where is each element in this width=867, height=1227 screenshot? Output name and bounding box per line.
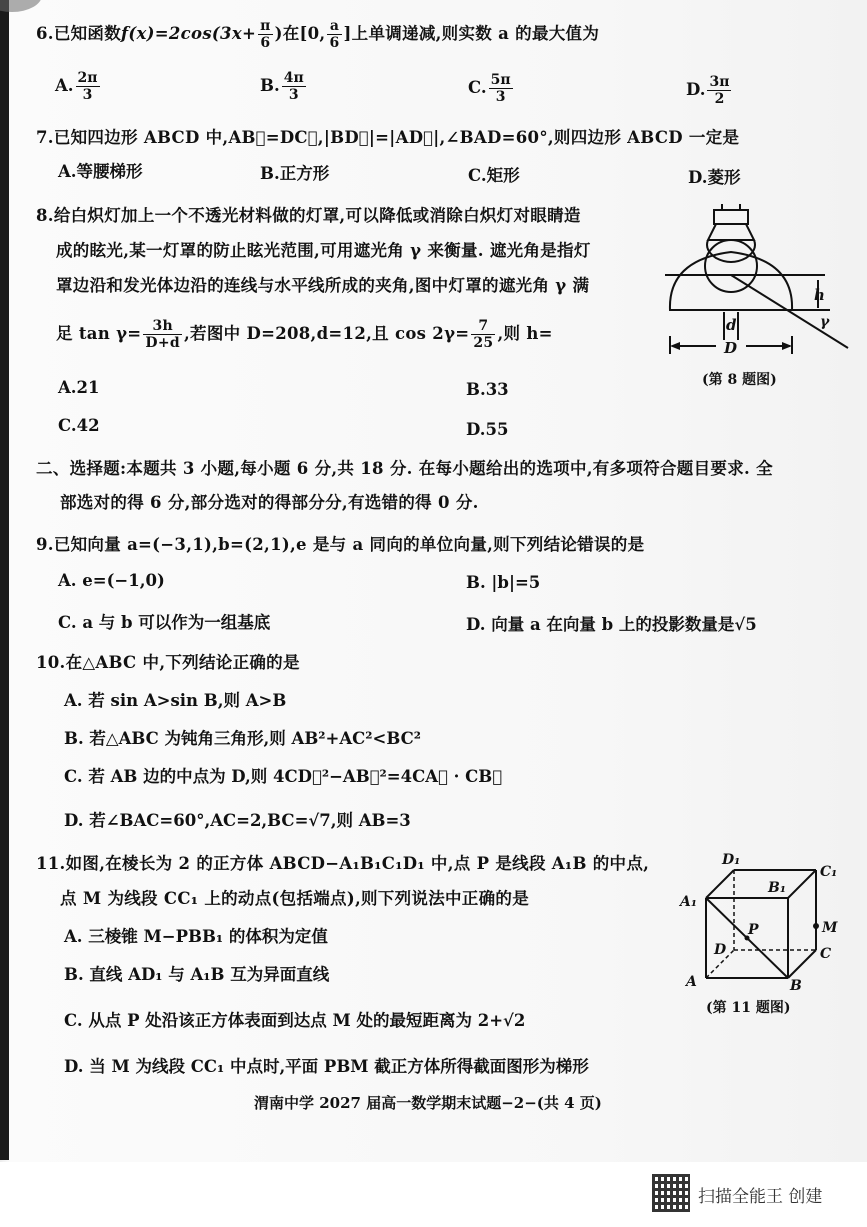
q10-option-a: A. 若 sin A>sin B,则 A>B (64, 691, 287, 710)
q8-lamp-figure (660, 200, 850, 365)
q11-line-2: 点 M 为线段 CC₁ 上的动点(包括端点),则下列说法中正确的是 (60, 889, 529, 908)
q8-fig-label-gamma: γ (820, 314, 830, 330)
q11-option-c: C. 从点 P 处沿该正方体表面到达点 M 处的最短距离为 2+√2 (64, 1011, 526, 1030)
page-footer: 渭南中学 2027 届高一数学期末试题−2−(共 4 页) (254, 1094, 602, 1112)
q10-option-b: B. 若△ABC 为钝角三角形,则 AB²+AC²<BC² (64, 729, 421, 748)
q9-option-a: A. e=(−1,0) (58, 571, 165, 590)
q11-fig-label-m: M (822, 920, 838, 936)
q10-option-c: C. 若 AB 边的中点为 D,则 4CD⃗²−AB⃗²=4CA⃗ · CB⃗ (64, 767, 503, 786)
q11-cube-figure (676, 846, 846, 996)
q9-option-d: D. 向量 a 在向量 b 上的投影数量是√5 (466, 615, 757, 634)
q11-fig-label-b: B (790, 978, 802, 994)
q11-option-a: A. 三棱锥 M−PBB₁ 的体积为定值 (64, 927, 328, 946)
q8-tan-frac: $\frac{3h}{D+d}$ (145, 318, 180, 351)
q8-line-3: 罩边沿和发光体边沿的连线与水平线所成的夹角,图中灯罩的遮光角 γ 满 (56, 276, 590, 295)
q8-fig-label-D: D (724, 339, 738, 357)
q9-option-c: C. a 与 b 可以作为一组基底 (58, 613, 271, 632)
q8-line-2: 成的眩光,某一灯罩的防止眩光范围,可用遮光角 γ 来衡量. 遮光角是指灯 (56, 241, 591, 260)
q8-option-b: B.33 (466, 380, 509, 399)
scanner-watermark: 扫描全能王 创建 (698, 1187, 823, 1207)
section2-instructions-line-1: 二、选择题:本题共 3 小题,每小题 6 分,共 18 分. 在每小题给出的选项中,有多项符合题目要求. 全 (36, 459, 773, 478)
q11-fig-label-b1: B₁ (768, 880, 786, 896)
q7-stem: 7.已知四边形 ABCD 中,AB⃗=DC⃗,|BD⃗|=|AD⃗|,∠BAD=60°,则四边形 ABCD 一定是 (36, 128, 740, 147)
q10-option-d: D. 若∠BAC=60°,AC=2,BC=√7,则 AB=3 (64, 811, 411, 830)
q7-option-b: B.正方形 (260, 164, 330, 183)
q7-option-d: D.菱形 (688, 168, 741, 187)
scan-corner-smudge (0, 0, 42, 12)
q10-stem: 10.在△ABC 中,下列结论正确的是 (36, 653, 300, 672)
q8-fig-label-d: d (726, 316, 737, 334)
scan-shadow-edge (0, 0, 9, 1160)
q11-fig-label-a: A (686, 974, 697, 990)
q8-option-d: D.55 (466, 420, 509, 439)
q11-line-1: 11.如图,在棱长为 2 的正方体 ABCD−A₁B₁C₁D₁ 中,点 P 是线段 A₁B 的中点, (36, 854, 650, 873)
q8-option-a: A.21 (58, 378, 100, 397)
q6-a-frac: $\frac{a}{6}$ (329, 18, 340, 51)
q9-option-b: B. |b|=5 (466, 573, 541, 592)
q11-fig-label-d: D (714, 942, 727, 958)
qr-code-icon (652, 1174, 690, 1212)
q11-fig-label-c1: C₁ (820, 864, 838, 880)
q6-option-c: C. $\frac{5\pi}{3}$ (468, 72, 511, 105)
q7-option-a: A.等腰梯形 (58, 162, 143, 181)
q11-fig-label-d1: D₁ (722, 852, 741, 868)
q6-option-d: D. $\frac{3\pi}{2}$ (686, 74, 730, 107)
q11-option-d: D. 当 M 为线段 CC₁ 中点时,平面 PBM 截正方体所得截面图形为梯形 (64, 1057, 589, 1076)
q8-line-1: 8.给白炽灯加上一个不透光材料做的灯罩,可以降低或消除白炽灯对眼睛造 (36, 206, 581, 225)
section2-instructions-line-2: 部选对的得 6 分,部分选对的得部分分,有选错的得 0 分. (60, 493, 479, 512)
q11-fig-label-p: P (748, 922, 759, 938)
q8-line-4: 足 tan γ= $\frac{3h}{D+d}$ ,若图中 D=208,d=12,且 cos 2γ= $\frac{7}{25}$ ,则 h= (56, 318, 553, 351)
q6-option-a: A. $\frac{2\pi}{3}$ (55, 70, 98, 103)
q11-fig-label-a1: A₁ (680, 894, 697, 910)
q11-fig-label-c: C (820, 946, 832, 962)
q9-stem: 9.已知向量 a=(−3,1),b=(2,1),e 是与 a 同向的单位向量,则下列结论错误的是 (36, 535, 645, 554)
q6-option-b: B. $\frac{4\pi}{3}$ (260, 70, 304, 103)
q11-option-b: B. 直线 AD₁ 与 A₁B 互为异面直线 (64, 965, 330, 984)
q6-stem: 6.已知函数f(x)=2cos(3x+ $\frac{\pi}{6}$ )在[0, $\frac{a}{6}$ ]上单调递减,则实数 a 的最大值为 (36, 18, 600, 51)
q8-figure-caption: (第 8 题图) (702, 372, 777, 388)
q7-option-c: C.矩形 (468, 166, 520, 185)
q6-pi-frac: $\frac{\pi}{6}$ (260, 18, 271, 51)
q8-option-c: C.42 (58, 416, 100, 435)
q8-cos-frac: $\frac{7}{25}$ (473, 318, 494, 351)
q8-fig-label-h: h (814, 286, 825, 304)
q11-figure-caption: (第 11 题图) (706, 1000, 791, 1016)
